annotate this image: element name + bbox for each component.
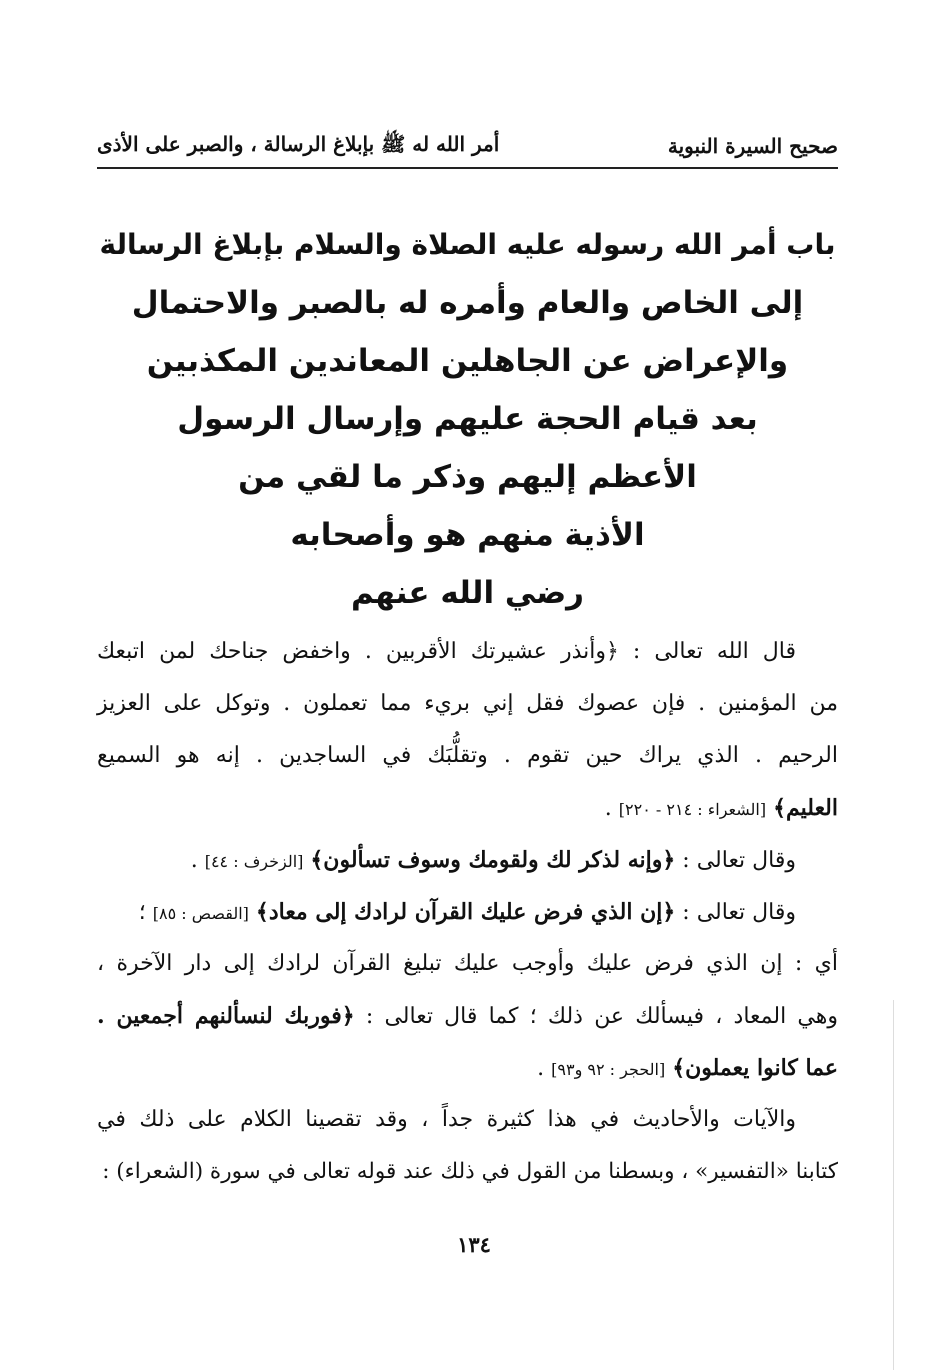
paragraph-3: [97, 886, 838, 1094]
text-line: أي : إن الذي فرض عليك وأوجب عليك تبليغ القرآن لرادك إلى دار الآخرة ،: [97, 951, 838, 976]
header-chapter-title: أمر الله له ﷺ بإبلاغ الرسالة ، والصبر على الأذى: [97, 131, 500, 156]
text-intro: وقال تعالى :: [675, 848, 796, 873]
chapter-heading-line: والإعراض عن الجاهلين المعاندين المكذبين: [146, 343, 789, 379]
text-line: قال الله تعالى : ﴿وأنذر عشيرتك الأقربين . واخفض جناحك لمن اتبعك: [97, 639, 796, 664]
paragraph-1: [97, 626, 838, 834]
text-line: من المؤمنين . فإن عصوك فقل إني بريء مما تعملون . وتوكل على العزيز: [97, 691, 838, 716]
text-line: الرحيم . الذي يراك حين تقوم . وتقلُّبَك في الساجدين . إنه هو السميع: [97, 743, 838, 768]
punctuation: ؛: [138, 900, 153, 925]
text-line: [97, 886, 838, 938]
chapter-heading-line: بعد قيام الحجة عليهم وإرسال الرسول: [177, 401, 758, 437]
text-intro: وهي المعاد ، فيسألك عن ذلك ؛ كما قال تعالى :: [354, 1004, 838, 1029]
text-line: [97, 782, 838, 834]
paragraph-4: [97, 1094, 838, 1198]
text-line: والآيات والأحاديث في هذا كثيرة جداً ، وقد تقصينا الكلام على ذلك في: [97, 1107, 796, 1132]
quran-quote: ﴿فوربك لنسألنهم أجمعين .: [97, 1003, 355, 1029]
chapter-heading-line: رضي الله عنهم: [350, 575, 585, 611]
header-book-title: صحيح السيرة النبوية: [667, 134, 838, 158]
chapter-heading-line: باب أمر الله رسوله عليه الصلاة والسلام بإبلاغ الرسالة: [99, 228, 836, 261]
quran-quote: ﴿إن الذي فرض عليك القرآن لرادك إلى معاد﴾: [255, 899, 676, 925]
chapter-heading-line: الأذية منهم هو وأصحابه: [290, 517, 645, 553]
text-line: [97, 990, 838, 1042]
chapter-heading-line: الأعظم إليهم وذكر ما لقي من: [238, 459, 697, 495]
text-intro: وقال تعالى :: [675, 900, 796, 925]
running-header: [97, 128, 838, 164]
chapter-heading-line: إلى الخاص والعام وأمره له بالصبر والاحتمال: [131, 285, 804, 321]
chapter-heading: [97, 216, 838, 622]
punctuation: .: [604, 796, 619, 821]
page-number: ١٣٤: [457, 1232, 491, 1257]
header-divider: [97, 167, 838, 169]
quran-quote: عما كانوا يعملون﴾: [672, 1055, 838, 1081]
scan-edge-line: [893, 1000, 894, 1370]
verse-reference: [الحجر : ٩٢ و٩٣]: [551, 1060, 666, 1079]
text-line: [97, 834, 838, 886]
verse-reference: [القصص : ٨٥]: [152, 904, 249, 923]
verse-reference: [الزخرف : ٤٤]: [204, 852, 304, 871]
text-line: [97, 1042, 838, 1094]
punctuation: .: [190, 848, 205, 873]
quran-quote: العليم﴾: [773, 795, 838, 821]
verse-reference: [الشعراء : ٢١٤ - ٢٢٠]: [618, 800, 767, 819]
quran-quote: ﴿وإنه لذكر لك ولقومك وسوف تسألون﴾: [310, 847, 676, 873]
paragraph-2: [97, 834, 838, 886]
punctuation: .: [537, 1056, 552, 1081]
body-text: [97, 626, 838, 1198]
text-line: كتابنا «التفسير» ، وبسطنا من القول في ذلك عند قوله تعالى في سورة (الشعراء) :: [102, 1159, 838, 1184]
